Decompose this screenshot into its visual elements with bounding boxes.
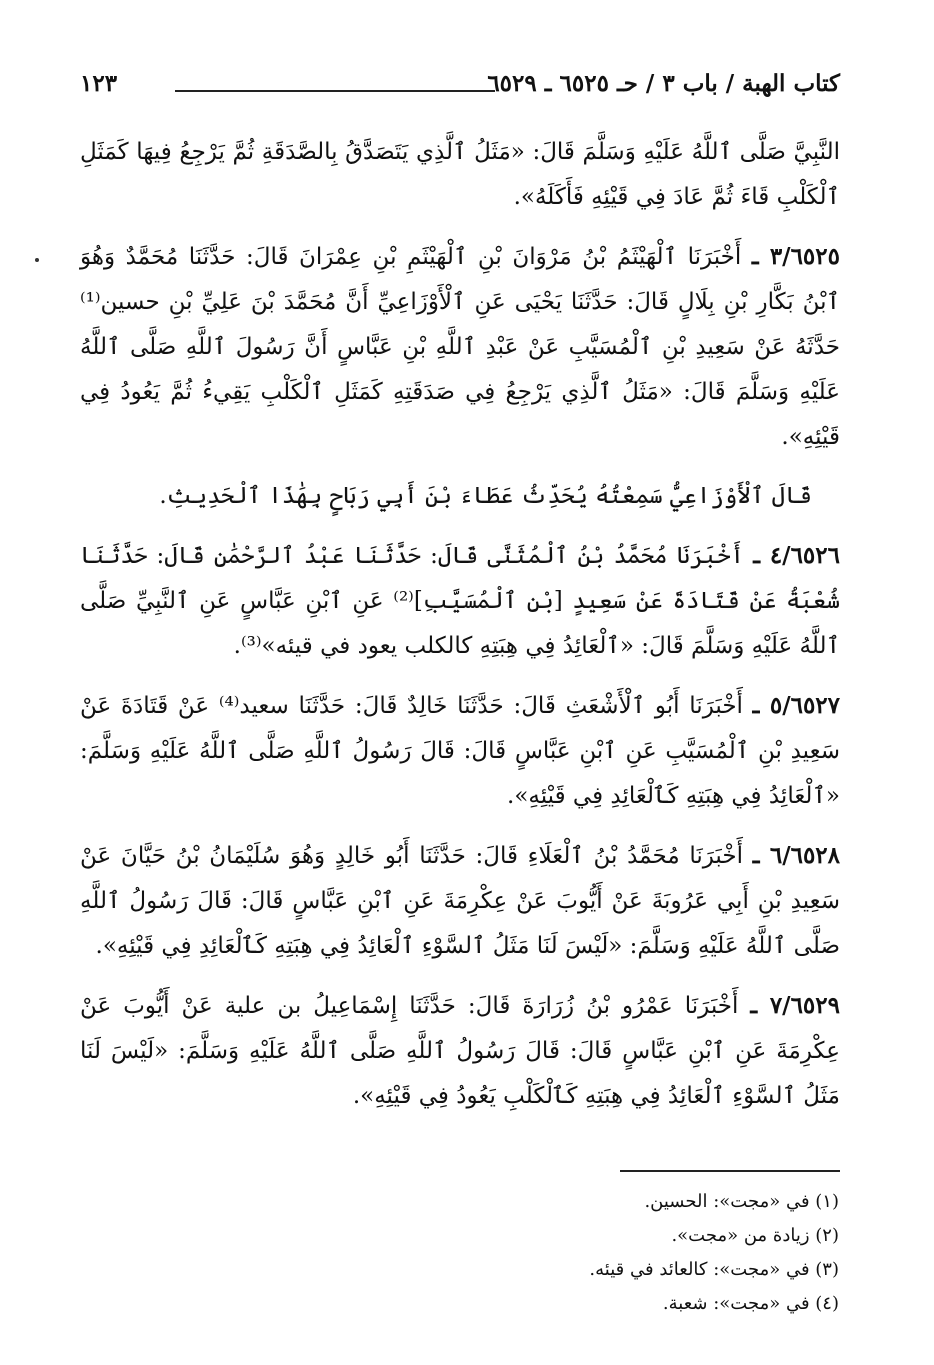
hadith-number: ٦/٦٥٢٨ ـ xyxy=(752,842,841,869)
main-text xyxy=(80,130,840,1133)
paragraph-note xyxy=(80,474,840,519)
footnote-3: (٣) في «مجت»: كالعائد في قيئه. xyxy=(589,1259,839,1280)
running-header xyxy=(80,70,840,110)
paragraph-text: أَخْبَرَنَا مُحَمَّدُ بْنُ ٱلْعَلَاءِ قَالَ: حَدَّثَنَا أَبُو خَالِدٍ وَهُوَ سُلَيْمَانُ بْنُ حَيَّانَ عَنْ سَعِيدِ بْنِ أَبِي عَرُوبَةَ عَنْ أَيُّوبَ عَنْ عِكْرِمَةَ عَنِ ٱبْنِ عَبَّاسٍ قَالَ: قَالَ رَسُولُ ٱللَّهِ صَلَّى ٱللَّهُ عَلَيْهِ وَسَلَّمَ: «لَيْسَ لَنَا مَثَلُ ٱلسَّوْءِ ٱلْعَائِدُ فِي هِبَتِهِ كَٱلْعَائِدِ فِي قَيْئِهِ». xyxy=(80,843,840,959)
footnote-1: (١) في «مجت»: الحسين. xyxy=(644,1191,839,1212)
header-title: كتاب الهبة / باب ٣ / حـ ٦٥٢٥ ـ ٦٥٢٩ xyxy=(487,70,840,97)
footnote-4: (٤) في «مجت»: شعبة. xyxy=(662,1293,839,1314)
paragraph-continuation xyxy=(80,130,840,220)
hadith-6525 xyxy=(80,234,840,460)
stray-mark xyxy=(35,258,39,262)
hadith-6529 xyxy=(80,983,840,1119)
paragraph-text: أَخْبَرَنَا مُحَمَّدُ بْنُ ٱلْمُثَنَّى قَالَ: حَدَّثَنَا عَبْدُ ٱلرَّحْمَٰنِ قَالَ: حَدَّثَنَا شُعْبَةُ عَنْ قَتَادَةَ عَنْ سَعِيدٍ [بْنِ ٱلْمُسَيَّبِ]⁽²⁾ عَنِ ٱبْنِ عَبَّاسٍ عَنِ ٱلنَّبِيِّ صَلَّى ٱللَّهُ عَلَيْهِ وَسَلَّمَ قَالَ: «ٱلْعَائِدُ فِي هِبَتِهِ كالكلب يعود في قيئه»⁽³⁾. xyxy=(80,543,840,659)
hadith-number: ٧/٦٥٢٩ ـ xyxy=(750,992,840,1019)
footnotes xyxy=(339,1185,839,1321)
header-rule xyxy=(175,90,495,92)
hadith-6528 xyxy=(80,833,840,969)
footnote-2: (٢) زيادة من «مجت». xyxy=(671,1225,839,1246)
page-number: ١٢٣ xyxy=(80,70,118,97)
hadith-number: ٥/٦٥٢٧ ـ xyxy=(752,692,841,719)
hadith-number: ٤/٦٥٢٦ ـ xyxy=(753,542,840,569)
hadith-6527 xyxy=(80,683,840,819)
paragraph-text: أَخْبَرَنَا ٱلْهَيْثَمُ بْنُ مَرْوَانَ بْنِ ٱلْهَيْثَمِ بْنِ عِمْرَانَ قَالَ: حَدَّثَنَا مُحَمَّدٌ وَهُوَ ٱبْنُ بَكَّارِ بْنِ بِلَالٍ قَالَ: حَدَّثَنَا يَحْيَى عَنِ ٱلْأَوْزَاعِيِّ أَنَّ مُحَمَّدَ بْنَ عَلِيِّ بْنِ حسين⁽¹⁾ حَدَّثَهُ عَنْ سَعِيدِ بْنِ ٱلْمُسَيَّبِ عَنْ عَبْدِ ٱللَّهِ بْنِ عَبَّاسٍ أَنَّ رَسُولَ ٱللَّهِ صَلَّى ٱللَّهُ عَلَيْهِ وَسَلَّمَ قَالَ: «مَثَلُ ٱلَّذِي يَرْجِعُ فِي صَدَقَتِهِ كَمَثَلِ ٱلْكَلْبِ يَقِيءُ ثُمَّ يَعُودُ فِي قَيْئِهِ». xyxy=(80,244,840,450)
paragraph-text: قَالَ ٱلْأَوْزَاعِيُّ سَمِعْتُهُ يُحَدِّثُ عَطَاءَ بْنَ أَبِي رَبَاحٍ بِهَٰذَا ٱلْحَدِيثِ. xyxy=(159,483,812,509)
paragraph-text: النَّبِيَّ صَلَّى ٱللَّهُ عَلَيْهِ وَسَلَّمَ قَالَ: «مَثَلُ ٱلَّذِي يَتَصَدَّقُ بِالصَّدَقَةِ ثُمَّ يَرْجِعُ فِيهَا كَمَثَلِ ٱلْكَلْبِ قَاءَ ثُمَّ عَادَ فِي قَيْئِهِ فَأَكَلَهُ». xyxy=(80,139,840,210)
hadith-number: ٣/٦٥٢٥ ـ xyxy=(751,243,840,270)
hadith-6526 xyxy=(80,533,840,669)
paragraph-text: أَخْبَرَنَا عَمْرُو بْنُ زُرَارَةَ قَالَ: حَدَّثَنَا إِسْمَاعِيلُ بن علية عَنْ أَيُّوبَ عَنْ عِكْرِمَةَ عَنِ ٱبْنِ عَبَّاسٍ قَالَ: قَالَ رَسُولُ ٱللَّهِ صَلَّى ٱللَّهُ عَلَيْهِ وَسَلَّمَ: «لَيْسَ لَنَا مَثَلُ ٱلسَّوْءِ ٱلْعَائِدُ فِي هِبَتِهِ كَٱلْكَلْبِ يَعُودُ فِي قَيْئِهِ». xyxy=(80,993,840,1109)
paragraph-text: أَخْبَرَنَا أَبُو ٱلْأَشْعَثِ قَالَ: حَدَّثَنَا خَالِدٌ قَالَ: حَدَّثَنَا سعيد⁽⁴⁾ عَنْ قَتَادَةَ عَنْ سَعِيدِ بْنِ ٱلْمُسَيَّبِ عَنِ ٱبْنِ عَبَّاسٍ قَالَ: قَالَ رَسُولُ ٱللَّهِ صَلَّى ٱللَّهُ عَلَيْهِ وَسَلَّمَ: «ٱلْعَائِدُ فِي هِبَتِهِ كَٱلْعَائِدِ فِي قَيْئِهِ». xyxy=(80,693,840,809)
footnote-separator xyxy=(620,1170,840,1172)
